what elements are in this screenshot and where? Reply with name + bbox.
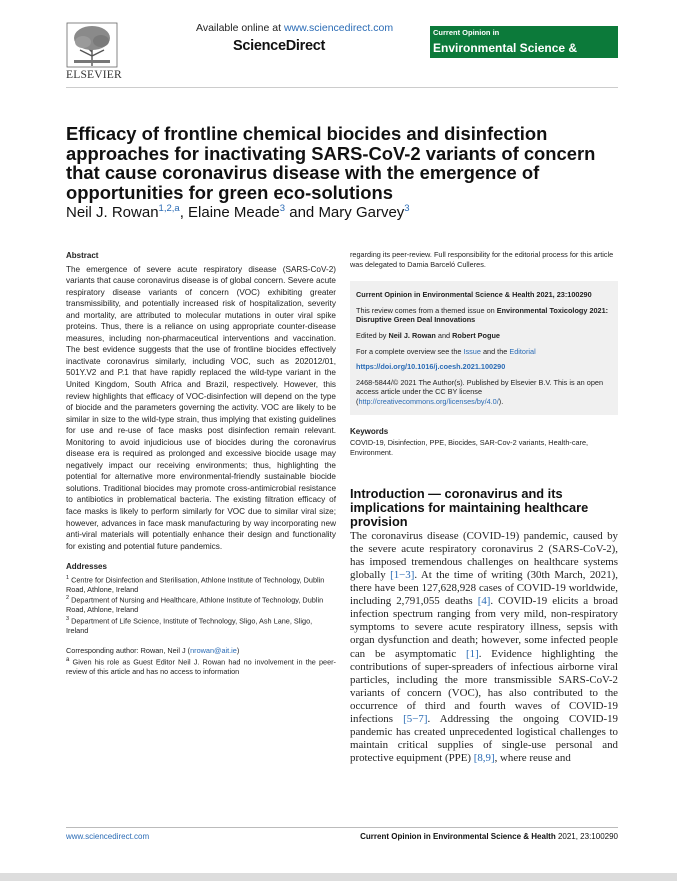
keywords-list: COVID-19, Disinfection, PPE, Biocides, SAR-Cov-2 variants, Health-care, Environment.	[350, 438, 589, 457]
issue-link[interactable]: Issue	[463, 346, 481, 356]
reference-link[interactable]: [1−3]	[390, 569, 415, 582]
reference-link[interactable]: [8,9]	[473, 751, 495, 764]
sciencedirect-logo: ScienceDirect	[233, 38, 326, 54]
addresses-heading: Addresses	[66, 562, 107, 572]
journal-banner-line2: Environmental Science & Health	[433, 41, 578, 71]
editor-note-continued: regarding its peer-review. Full responsibility for the editorial process for this article was delegated to Damia Barceló Culleres.	[350, 250, 614, 269]
footer-citation: Current Opinion in Environmental Science & Health 2021, 23:100290	[360, 832, 618, 841]
addresses	[66, 562, 336, 635]
reference-link[interactable]: [4]	[477, 595, 491, 608]
citation: Current Opinion in Environmental Science & Health 2021, 23:100290	[356, 290, 592, 300]
author-email-link[interactable]: nrowan@ait.ie	[190, 645, 237, 655]
reference-link[interactable]: [1]	[466, 647, 479, 660]
author-name: Mary Garvey	[318, 204, 405, 221]
elsevier-tree-icon	[66, 22, 118, 68]
doi-link[interactable]: https://doi.org/10.1016/j.coesh.2021.100290	[356, 362, 506, 372]
right-column	[350, 250, 618, 765]
publisher-name: ELSEVIER	[66, 69, 122, 81]
correspondence: Corresponding author: Rowan, Neil J (nrowan@ait.ie) $^a$ Given his role as Guest Editor Neil J. Rowan had no involvement in the peer-review of this article and has no access to information	[66, 645, 336, 677]
keywords-heading: Keywords	[350, 426, 389, 436]
introduction-text: The coronavirus disease (COVID-19) pandemic, caused by the severe acute respiratory coronavirus 2 (SARS-CoV-2), has imposed tremendous challenges on healthcare systems globally [1−3]. At the time of writing (30th March, 2021), there have been 127,628,928 cases of COVID-19 worldwide, including 2,791,055 deaths [4]. COVID-19 elicits a broad infection spectrum ranging from very mild, non-respiratory symptoms to severe acute respiratory illness, sepsis with organ dysfunction and death; however, some infected people can be asymptomatic [1]. Evidence highlighting the contributions of super-spreaders of infectious airborne viral particles, including the more transmissible SARS-CoV-2 variants of concern (VOC), has also contributed to the occurrence of third and fourth waves of COVID-19 infections [5−7]. Addressing the ongoing COVID-19 pandemic has created unprecedented logistical challenges to maintain critical supplies of single-use personal and protective equipment (PPE) [8,9], where reuse and	[350, 530, 618, 764]
keywords	[350, 427, 618, 458]
author-name: Elaine Meade	[188, 204, 280, 221]
article-title: Efficacy of frontline chemical biocides and disinfection approaches for inactivating SARS-CoV-2 variants of concern that cause coronavirus disease with the emergence of opportunities for green eco-solutions	[66, 123, 596, 203]
elsevier-logo	[66, 22, 122, 81]
footer-sciencedirect-link[interactable]: www.sciencedirect.com	[66, 832, 150, 841]
editorial-link[interactable]: Editorial	[509, 346, 536, 356]
themed-issue: This review comes from a themed issue on Environmental Toxicology 2021: Disruptive Green Deal Innovations	[356, 305, 609, 325]
edited-by: Edited by Neil J. Rowan and Robert Pogue	[356, 330, 500, 340]
editor-note: $^a$ Given his role as Guest Editor Neil J. Rowan had no involvement in the peer-review of this article and has no access to information	[66, 656, 336, 677]
viewer-bottom-bar	[0, 873, 677, 881]
author-affiliation[interactable]: 3	[404, 203, 410, 214]
abstract-text: The emergence of severe acute respiratory disease (SARS-CoV-2) variants that cause coronavirus disease is of global concern. Severe acute respiratory disease variants of concern (VOC) exhibiting greater transmissibility, and potentially increased risk of hospitalization, severity and mortality, are attributed to molecular mutations in outer viral spike proteins. Thus, there is a reliance on using appropriate counter-disease measures, including non-pharmaceutical interventions and vaccination. The best evidence suggests that the use of frontline biocides effectively inactivate coronavirus similarly, including VOC, such as 202012/01, 501Y.V2 and P.1 that have rapidly replaced the wild-type variant in the United Kingdom, South Africa and Brazil, respectively. However, this review highlights that efficacy of VOC-disinfection will depend on the type of biocide and the parameters governing the activity. VOC are likely to be similar in size to the wild-type strain, thus implying that existing guidelines for use and re-use of face masks post disinfection remain relevant. Monitoring to avoid injudicious use of biocides during the coronavirus disease era is required as prolonged and excessive biocide usage may negatively impact our receiving environments; thus, highlighting the potential for alternative more environmental-friendly sustainable biocide solutions. Traditional biocides may promote cross-antimicrobial resistance to antibiotics in problematical bacteria. The existing filtration efficacy of face masks is likely to perform similarly for VOC due to similar viral size; however, advances in face mask manufacturing by way incorporating new anti-viral materials will potentially enhance their design and functionality for existing and potential future pandemics.	[66, 264, 336, 551]
license: 2468-5844/© 2021 The Author(s). Published by Elsevier B.V. This is an open access article under the CC BY license (http://creativecommons.org/licenses/by/4.0/).	[356, 377, 604, 406]
header-divider	[66, 87, 618, 88]
address-item: $^3$ Department of Life Science, Institute of Technology, Sligo, Ash Lane, Sligo, Ireland	[66, 616, 313, 636]
author-name: Neil J. Rowan	[66, 204, 159, 221]
address-item: $^2$ Department of Nursing and Healthcare, Athlone Institute of Technology, Dublin Road, Athlone, Ireland	[66, 595, 324, 615]
availability-line: Available online at www.sciencedirect.com	[196, 22, 394, 34]
author-affiliation[interactable]: 3	[279, 203, 286, 214]
introduction-heading: Introduction — coronavirus and its implications for maintaining healthcare provision	[350, 486, 589, 529]
reference-link[interactable]: [5−7]	[403, 712, 428, 725]
article-info-box	[350, 281, 618, 414]
journal-banner-line1: Current Opinion in	[433, 28, 500, 37]
abstract-heading: Abstract	[66, 251, 99, 260]
license-link[interactable]: http://creativecommons.org/licenses/by/4.0/	[358, 396, 499, 406]
sciencedirect-link[interactable]: www.sciencedirect.com	[283, 22, 394, 34]
address-item: $^1$ Centre for Disinfection and Sterilisation, Athlone Institute of Technology, Dublin Road, Athlone, Ireland	[66, 574, 325, 594]
journal-banner	[430, 26, 618, 71]
author-affiliation[interactable]: 1,2,a	[158, 203, 180, 214]
overview: For a complete overview see the Issue and the Editorial	[356, 346, 536, 356]
left-column	[66, 250, 336, 677]
footer-divider	[66, 827, 618, 828]
author-list: Neil J. Rowan$^{1,2,a}$, Elaine Meade$^3$ and Mary Garvey$^3$	[66, 203, 410, 221]
